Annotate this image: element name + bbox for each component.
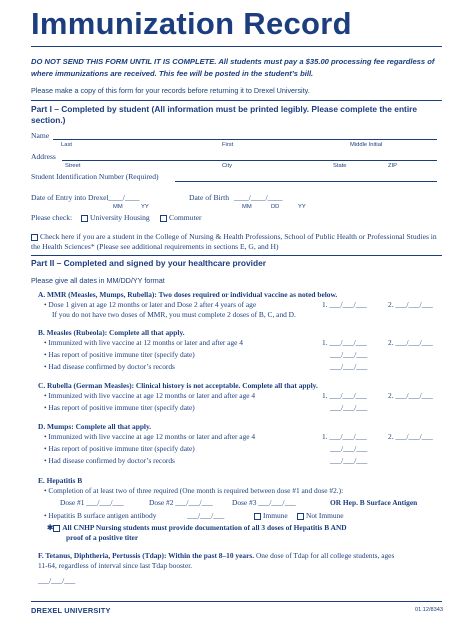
dob-label: Date of Birth [189,193,230,202]
housing-option[interactable] [81,213,150,222]
d-dose1[interactable]: 1. ___/___/___ [322,432,367,441]
d-dose1-num: 1. [322,432,328,441]
section-d-title: D. Mumps: Complete all that apply. [38,422,152,431]
commuter-option-label: Commuter [169,213,202,222]
hepb-dose3[interactable]: Dose #3 ___/___/___ [232,498,296,507]
star-icon: ✱ [47,523,54,532]
b-dose1-num: 1. [322,338,328,347]
dob-sub-mm: MM [242,204,252,210]
section-a-line-2: If you do not have two doses of MMR, you must complete 2 doses of B, C, and D. [52,310,296,319]
student-id-label: Student Identification Number (Required) [31,172,159,181]
hepb-dose1[interactable]: Dose #1 ___/___/___ [60,498,124,507]
part1-heading: Part I – Completed by student (All information must be printed legibly. Please complete the entire section.) [31,104,418,125]
section-f-line-2: 11-64, regardless of interval since last Tdap booster. [38,561,193,570]
a-dose1[interactable]: 1. ___/___/___ [322,300,367,309]
section-a-line-1: • Dose 1 given at age 12 months or later and Dose 2 after 4 years of age [44,300,257,309]
section-c-line-2: • Has report of positive immune titer (specify date) [44,403,195,412]
b-titer-date[interactable]: ___/___/___ [330,350,368,359]
not-immune-option[interactable] [297,511,344,520]
immune-option[interactable] [254,511,288,520]
hepb-dose1-label: Dose #1 [60,498,85,507]
a-dose2[interactable]: 2. ___/___/___ [388,300,433,309]
name-sub-last: Last [61,142,72,148]
hepb-dose3-label: Dose #3 [232,498,257,507]
section-f-text-1: One dose of Tdap for all college students, ages [255,551,395,560]
section-b-line-2: • Has report of positive immune titer (specify date) [44,350,195,359]
c-titer-date[interactable]: ___/___/___ [330,403,368,412]
nursing-hepb-note-1 [47,523,347,532]
a-dose2-num: 2. [388,300,394,309]
section-c-line-1: • Immunized with live vaccine at age 12 months or later and after age 4 [44,391,256,400]
nursing-check-label: Check here if you are a student in the College of Nursing & Health Professions, School of Public Health or Professional Studies in the Health Sciences* (Please see additional requirements in sections E, G, and H) [31,232,437,251]
name-sub-mi: Middle Initial [350,142,383,148]
section-b-title: B. Measles (Rubeola): Complete all that apply. [38,328,185,337]
dob-field[interactable]: ____/____/____ [234,193,283,202]
fee-warning: DO NOT SEND THIS FORM UNTIL IT IS COMPLETE. All students must pay a $35.00 processing fee regardless of where immunizations are received. This fee will be posted in the student’s bill. [31,57,435,78]
b-disease-date[interactable]: ___/___/___ [330,362,368,371]
immune-checkbox[interactable] [254,513,261,520]
section-b-line-3: • Had disease confirmed by doctor’s records [44,362,175,371]
dob-sub-yy: YY [298,204,306,210]
not-immune-checkbox[interactable] [297,513,304,520]
date-format-note: Please give all dates in MM/DD/YY format [31,276,165,285]
entry-date-field[interactable]: ____/____ [108,193,140,202]
entry-sub-yy: YY [141,204,149,210]
page-title: Immunization Record [31,6,352,41]
dob-sub-dd: DD [271,204,280,210]
commuter-option[interactable] [160,213,201,222]
nursing-hepb-checkbox[interactable] [53,525,60,532]
section-f-line-1 [38,551,394,561]
name-sub-first: First [222,142,234,148]
d-dose2[interactable]: 2. ___/___/___ [388,432,433,441]
d-titer-date[interactable]: ___/___/___ [330,444,368,453]
section-d-line-1: • Immunized with live vaccine at age 12 months or later and after age 4 [44,432,256,441]
tdap-date[interactable]: ___/___/___ [38,576,76,585]
section-f-title: F. Tetanus, Diphtheria, Pertussis (Tdap): Within the past 8–10 years. [38,551,255,560]
nursing-checkbox[interactable] [31,234,38,241]
part2-heading: Part II – Completed and signed by your healthcare provider [31,258,267,268]
housing-checkbox[interactable] [81,215,88,222]
b-dose2-num: 2. [388,338,394,347]
address-sub-zip: ZIP [388,163,398,169]
hepb-dose2[interactable]: Dose #2 ___/___/___ [149,498,213,507]
d-dose2-num: 2. [388,432,394,441]
section-e-line-1: • Completion of at least two of three required (One month is required between dose #1 and dose #2.): [44,486,344,495]
d-disease-date[interactable]: ___/___/___ [330,456,368,465]
not-immune-option-label: Not Immune [306,511,344,520]
address-label: Address [31,152,56,161]
immune-option-label: Immune [263,511,288,520]
name-label: Name [31,131,50,140]
nursing-hepb-note-1-text: All CNHP Nursing students must provide documentation of all 3 doses of Hepatitis B AND [62,523,347,532]
footer-code: 01.12/8343 [415,607,443,613]
hepb-surface-antigen: OR Hep. B Surface Antigen [330,498,418,507]
c-dose1[interactable]: 1. ___/___/___ [322,391,367,400]
copy-note: Please make a copy of this form for your records before returning it to Drexel University. [31,86,310,95]
address-sub-state: State [333,163,347,169]
c-dose1-num: 1. [322,391,328,400]
part2-rule [31,255,442,256]
part1-rule [31,100,442,101]
section-d-line-3: • Had disease confirmed by doctor’s records [44,456,175,465]
address-sub-city: City [222,163,232,169]
footer-org: DREXEL UNIVERSITY [31,606,111,615]
b-dose1[interactable]: 1. ___/___/___ [322,338,367,347]
section-d-line-2: • Has report of positive immune titer (specify date) [44,444,195,453]
housing-option-label: University Housing [90,213,150,222]
address-field[interactable] [62,160,437,161]
b-dose2[interactable]: 2. ___/___/___ [388,338,433,347]
hepb-antibody-date[interactable]: ___/___/___ [187,511,225,520]
commuter-checkbox[interactable] [160,215,167,222]
name-field[interactable] [53,139,437,140]
title-rule [31,46,442,47]
entry-sub-mm: MM [113,204,123,210]
nursing-check-row[interactable] [31,232,441,252]
section-e-title: E. Hepatitis B [38,476,83,485]
address-sub-street: Street [65,163,81,169]
section-c-title: C. Rubella (German Measles): Clinical history is not acceptable. Complete all that apply. [38,381,318,390]
section-b-line-1: • Immunized with live vaccine at 12 months or later and after age 4 [44,338,243,347]
nursing-hepb-note-2: proof of a positive titer [66,533,139,542]
hepb-dose2-label: Dose #2 [149,498,174,507]
entry-date-label: Date of Entry into Drexel [31,193,109,202]
hepb-antibody-label: • Hepatitis B surface antigen antibody [44,511,157,520]
a-dose1-num: 1. [322,300,328,309]
c-dose2[interactable]: 2. ___/___/___ [388,391,433,400]
section-a-title: A. MMR (Measles, Mumps, Rubella): Two doses required or individual vaccine as noted below. [38,290,338,299]
c-dose2-num: 2. [388,391,394,400]
footer-rule [31,601,442,602]
check-label: Please check: [31,213,73,222]
student-id-field[interactable] [175,181,437,182]
